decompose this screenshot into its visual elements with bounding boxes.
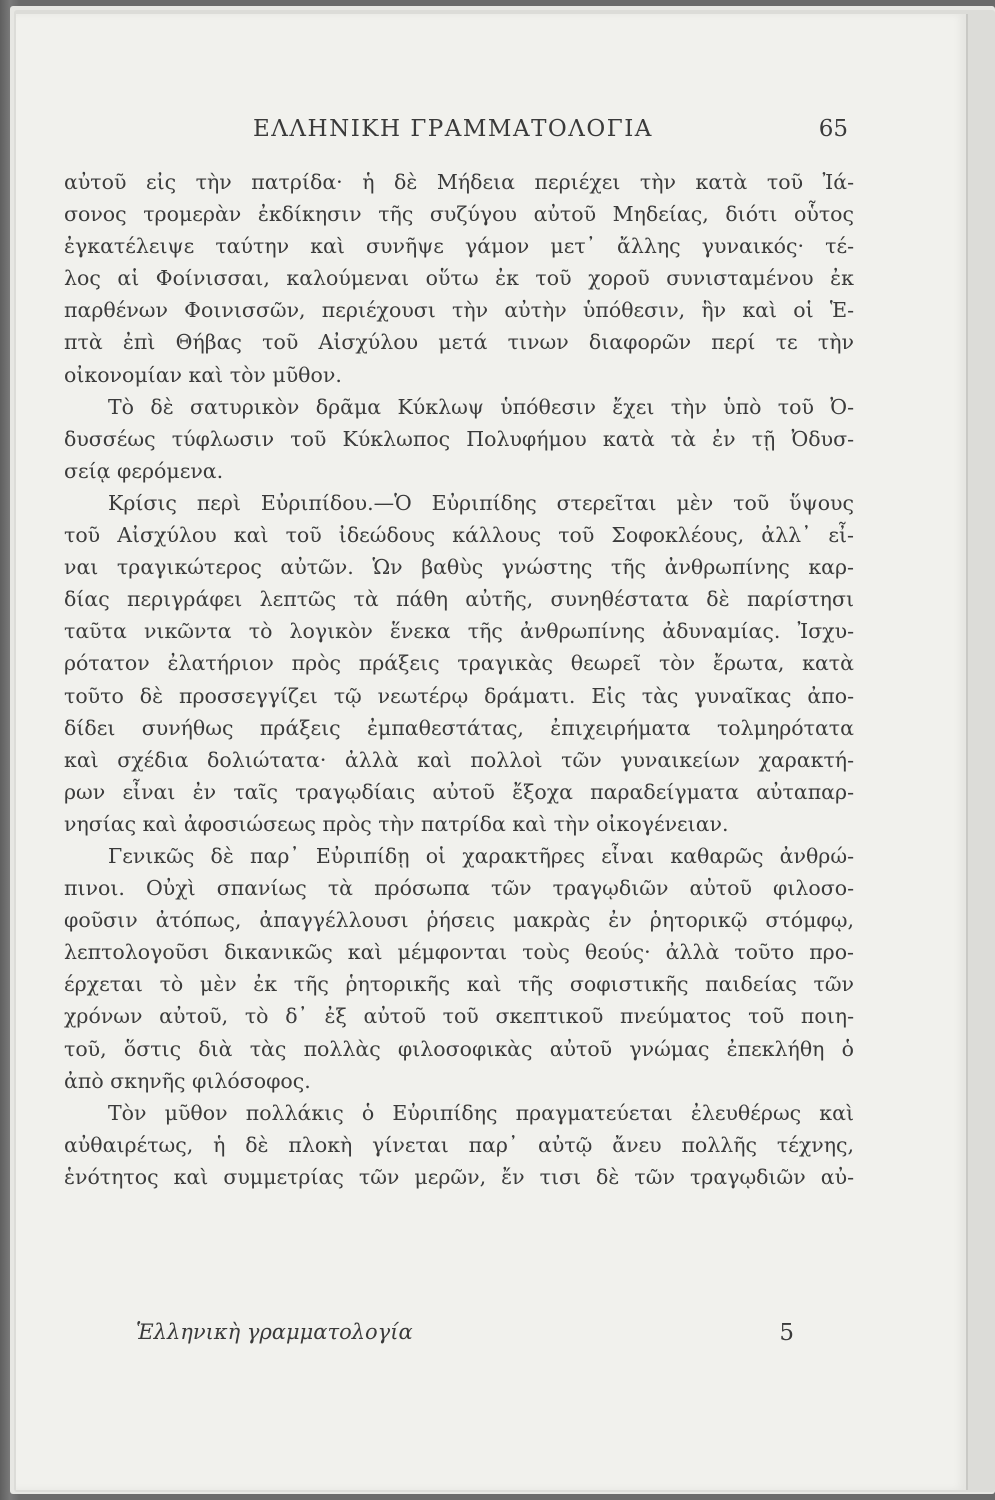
printer-signature: 5 xyxy=(779,1320,794,1346)
page-footer xyxy=(64,1320,854,1356)
text-line: Κρίσις περὶ Εὐριπίδου.—Ὁ Εὐριπίδης στερεῖται μὲν τοῦ ὕψους xyxy=(108,490,854,515)
running-title: ΕΛΛΗΝΙΚΗ ΓΡΑΜΜΑΤΟΛΟΓΙΑ xyxy=(253,116,653,142)
text-line: ρων εἶναι ἐν ταῖς τραγῳδίαις αὐτοῦ ἔξοχα παραδείγματα αὐταπαρ- xyxy=(64,779,854,804)
page-number: 65 xyxy=(818,116,848,142)
text-line: πινοι. Οὐχὶ σπανίως τὰ πρόσωπα τῶν τραγῳδιῶν αὐτοῦ φιλοσο- xyxy=(64,876,854,901)
text-line: αὐτοῦ εἰς τὴν πατρίδα· ἡ δὲ Μήδεια περιέχει τὴν κατὰ τοῦ Ἰά- xyxy=(64,170,854,194)
text-line: καὶ σχέδια δολιώτατα· ἀλλὰ καὶ πολλοὶ τῶν γυναικείων χαρακτή- xyxy=(64,747,854,772)
text-line: ρότατον ἐλατήριον πρὸς πράξεις τραγικὰς θεωρεῖ τὸν ἔρωτα, κατὰ xyxy=(64,651,854,676)
text-line: παρθένων Φοινισσῶν, περιέχουσι τὴν αὐτὴν ὑπόθεσιν, ἣν καὶ οἱ Ἑ- xyxy=(64,298,854,323)
text-line: τοῦ, ὅστις διὰ τὰς πολλὰς φιλοσοφικὰς αὐτοῦ γνώμας ἐπεκλήθη ὁ xyxy=(64,1036,854,1061)
text-line: σείᾳ φερόμενα. xyxy=(64,458,224,483)
text-line: Τὸ δὲ σατυρικὸν δρᾶμα Κύκλωψ ὑπόθεσιν ἔχει τὴν ὑπὸ τοῦ Ὀ- xyxy=(108,394,854,419)
text-line: ἑνότητος καὶ συμμετρίας τῶν μερῶν, ἔν τισι δὲ τῶν τραγῳδιῶν αὐ- xyxy=(64,1164,854,1189)
text-line: αὐθαιρέτως, ἡ δὲ πλοκὴ γίνεται παρ᾽ αὐτῷ ἄνευ πολλῆς τέχνης, xyxy=(64,1132,854,1157)
text-line: ταῦτα νικῶντα τὸ λογικὸν ἕνεκα τῆς ἀνθρωπίνης ἀδυναμίας. Ἰσχυ- xyxy=(64,619,854,644)
text-line: φοῦσιν ἀτόπως, ἀπαγγέλλουσι ῥήσεις μακρὰς ἐν ῥητορικῷ στόμφῳ, xyxy=(64,908,854,933)
footer-book-title: Ἑλληνικὴ γραμματολογία xyxy=(136,1320,413,1344)
text-line: δίδει συνήθως πράξεις ἐμπαθεστάτας, ἐπιχειρήματα τολμηρότατα xyxy=(64,715,854,740)
book-page xyxy=(16,14,968,1490)
text-line: δίας περιγράφει λεπτῶς τὰ πάθη αὐτῆς, συνηθέστατα δὲ παρίστησι xyxy=(64,587,854,612)
text-line: Γενικῶς δὲ παρ᾽ Εὐριπίδῃ οἱ χαρακτῆρες εἶναι καθαρῶς ἀνθρώ- xyxy=(108,843,854,868)
text-line: ἀπὸ σκηνῆς φιλόσοφος. xyxy=(64,1068,311,1093)
text-line: Τὸν μῦθον πολλάκις ὁ Εὐριπίδης πραγματεύεται ἐλευθέρως καὶ xyxy=(108,1100,854,1125)
page-header xyxy=(16,116,966,156)
text-line: έρχεται τὸ μὲν ἐκ τῆς ῥητορικῆς καὶ τῆς σοφιστικῆς παιδείας τῶν xyxy=(64,972,854,997)
text-line: οἰκονομίαν καὶ τὸν μῦθον. xyxy=(64,362,342,387)
text-line: λεπτολογοῦσι δικανικῶς καὶ μέμφονται τοὺς θεούς· ἀλλὰ τοῦτο προ- xyxy=(64,940,854,965)
text-line: ἐγκατέλειψε ταύτην καὶ συνῆψε γάμον μετ᾽ ἄλλης γυναικός· τέ- xyxy=(64,234,854,259)
text-line: τοῦ Αἰσχύλου καὶ τοῦ ἰδεώδους κάλλους τοῦ Σοφοκλέους, ἀλλ᾽ εἶ- xyxy=(64,523,854,548)
text-line: ναι τραγικώτερος αὐτῶν. Ὡν βαθὺς γνώστης τῆς ἀνθρωπίνης καρ- xyxy=(64,555,854,580)
text-line: πτὰ ἐπὶ Θήβας τοῦ Αἰσχύλου μετά τινων διαφορῶν περί τε τὴν xyxy=(64,330,854,355)
text-line: τοῦτο δὲ προσσεγγίζει τῷ νεωτέρῳ δράματι. Εἰς τὰς γυναῖκας ἀπο- xyxy=(64,683,854,708)
text-line: σονος τρομερὰν ἐκδίκησιν τῆς συζύγου αὐτοῦ Μηδείας, διότι οὗτος xyxy=(64,202,854,227)
text-line: νησίας καὶ ἀφοσιώσεως πρὸς τὴν πατρίδα καὶ τὴν οἰκογένειαν. xyxy=(64,811,729,836)
text-line: χρόνων αὐτοῦ, τὸ δ᾽ ἐξ αὐτοῦ τοῦ σκεπτικοῦ πνεύματος τοῦ ποιη- xyxy=(64,1004,854,1029)
body-text xyxy=(64,166,854,1193)
text-line: λος αἱ Φοίνισσαι, καλούμεναι οὕτω ἐκ τοῦ χοροῦ συνισταμένου ἐκ xyxy=(64,266,854,291)
text-line: δυσσέως τύφλωσιν τοῦ Κύκλωπος Πολυφήμου κατὰ τὰ ἐν τῇ Ὀδυσ- xyxy=(64,426,854,451)
